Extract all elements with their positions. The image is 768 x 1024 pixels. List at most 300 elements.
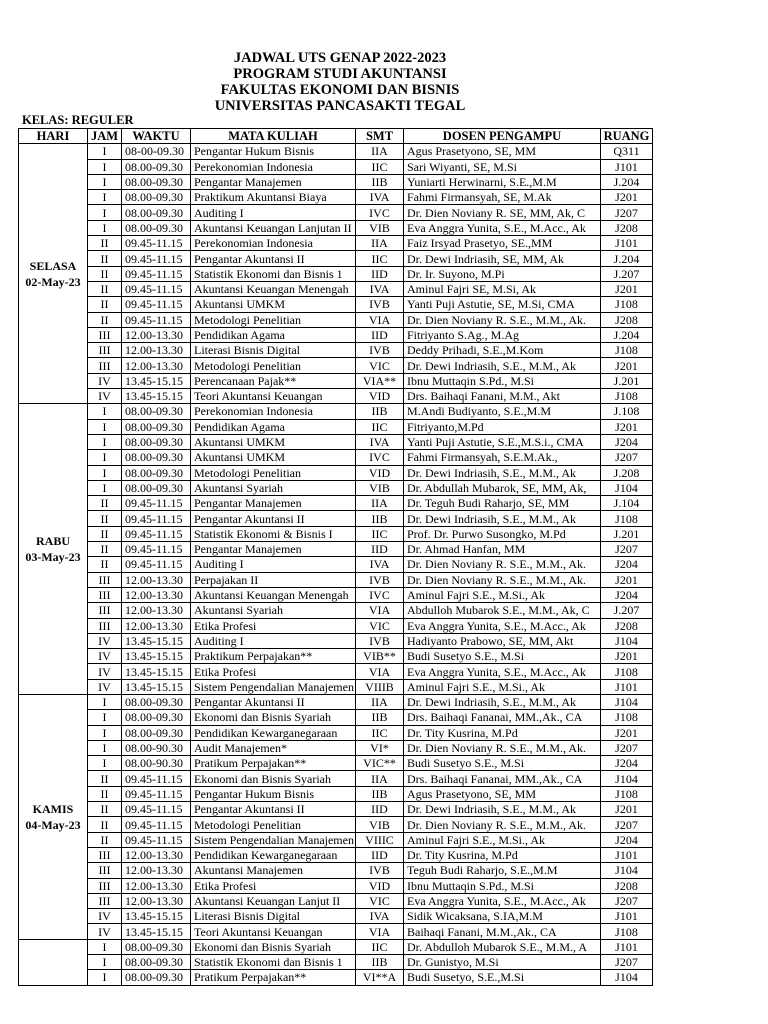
cell-jam: II	[88, 771, 122, 786]
cell-jam: I	[88, 419, 122, 434]
table-row	[19, 511, 653, 526]
cell-smt: IIB	[356, 404, 404, 419]
cell-jam: III	[88, 618, 122, 633]
cell-ruang: J.201	[601, 373, 653, 388]
cell-jam: I	[88, 144, 122, 159]
cell-smt: IVC	[356, 205, 404, 220]
cell-smt: VIIIC	[356, 832, 404, 847]
cell-waktu: 12.00-13.30	[122, 327, 191, 342]
cell-mata-kuliah: Akuntansi Keuangan Menengah	[191, 587, 356, 602]
cell-smt: VIA**	[356, 373, 404, 388]
cell-dosen: M.Andi Budiyanto, S.E.,M.M	[404, 404, 601, 419]
cell-ruang: J104	[601, 771, 653, 786]
cell-waktu: 13.45-15.15	[122, 924, 191, 939]
table-row	[19, 220, 653, 235]
cell-waktu: 09.45-11.15	[122, 542, 191, 557]
cell-ruang: J108	[601, 924, 653, 939]
cell-jam: I	[88, 404, 122, 419]
cell-dosen: Fitriyanto,M.Pd	[404, 419, 601, 434]
cell-dosen: Budi Susetyo S.E., M.Si	[404, 756, 601, 771]
cell-ruang: J201	[601, 572, 653, 587]
cell-mata-kuliah: Metodologi Penelitian	[191, 312, 356, 327]
table-row	[19, 878, 653, 893]
table-row	[19, 434, 653, 449]
cell-mata-kuliah: Perpajakan II	[191, 572, 356, 587]
table-row	[19, 771, 653, 786]
cell-dosen: Sari Wiyanti, SE, M.Si	[404, 159, 601, 174]
cell-jam: I	[88, 740, 122, 755]
cell-waktu: 08.00-09.30	[122, 434, 191, 449]
cell-dosen: Dr. Dewi Indriasih, S.E., M.M., Ak	[404, 694, 601, 709]
cell-mata-kuliah: Akuntansi Keuangan Menengah	[191, 281, 356, 296]
cell-ruang: J201	[601, 802, 653, 817]
cell-jam: II	[88, 496, 122, 511]
table-header-row	[19, 129, 653, 144]
cell-dosen: Dr. Gunistyo, M.Si	[404, 955, 601, 970]
cell-smt: IVA	[356, 281, 404, 296]
cell-ruang: J.201	[601, 526, 653, 541]
table-row	[19, 740, 653, 755]
cell-ruang: J207	[601, 955, 653, 970]
cell-jam: IV	[88, 373, 122, 388]
cell-dosen: Fitriyanto S.Ag., M.Ag	[404, 327, 601, 342]
cell-ruang: J108	[601, 343, 653, 358]
cell-jam: I	[88, 725, 122, 740]
table-row	[19, 327, 653, 342]
cell-mata-kuliah: Pengantar Akuntansi II	[191, 251, 356, 266]
cell-jam: I	[88, 190, 122, 205]
cell-jam: II	[88, 542, 122, 557]
table-row	[19, 847, 653, 862]
cell-dosen: Sidik Wicaksana, S.IA,M.M	[404, 909, 601, 924]
cell-waktu: 13.45-15.15	[122, 373, 191, 388]
cell-jam: IV	[88, 664, 122, 679]
cell-waktu: 08.00-09.30	[122, 159, 191, 174]
cell-waktu: 09.45-11.15	[122, 281, 191, 296]
day-cell	[19, 694, 88, 939]
table-row	[19, 893, 653, 908]
cell-jam: I	[88, 450, 122, 465]
table-row	[19, 159, 653, 174]
table-row	[19, 542, 653, 557]
cell-ruang: J101	[601, 236, 653, 251]
cell-jam: I	[88, 756, 122, 771]
cell-jam: III	[88, 343, 122, 358]
cell-mata-kuliah: Auditing I	[191, 557, 356, 572]
table-row	[19, 786, 653, 801]
cell-dosen: Aminul Fajri SE, M.Si, Ak	[404, 281, 601, 296]
cell-jam: IV	[88, 909, 122, 924]
table-row	[19, 496, 653, 511]
cell-dosen: Dr. Teguh Budi Raharjo, SE, MM	[404, 496, 601, 511]
cell-dosen: Dr. Ahmad Hanfan, MM	[404, 542, 601, 557]
cell-waktu: 13.45-15.15	[122, 664, 191, 679]
cell-ruang: J204	[601, 434, 653, 449]
cell-smt: IIB	[356, 174, 404, 189]
cell-smt: VID	[356, 389, 404, 404]
cell-ruang: J208	[601, 878, 653, 893]
cell-dosen: Agus Prasetyono, SE, MM	[404, 144, 601, 159]
cell-dosen: Baihaqi Fanani, M.M.,Ak., CA	[404, 924, 601, 939]
cell-waktu: 09.45-11.15	[122, 297, 191, 312]
day-date: 02-May-23	[25, 274, 81, 289]
cell-mata-kuliah: Pendidikan Agama	[191, 419, 356, 434]
cell-waktu: 09.45-11.15	[122, 266, 191, 281]
cell-smt: VIB	[356, 480, 404, 495]
table-row	[19, 174, 653, 189]
cell-dosen: Agus Prasetyono, SE, MM	[404, 786, 601, 801]
cell-ruang: J104	[601, 970, 653, 985]
cell-dosen: Faiz Irsyad Prasetyo, SE.,MM	[404, 236, 601, 251]
cell-dosen: Aminul Fajri S.E., M.Si., Ak	[404, 587, 601, 602]
cell-dosen: Eva Anggra Yunita, S.E., M.Acc., Ak	[404, 893, 601, 908]
cell-jam: III	[88, 893, 122, 908]
cell-waktu: 12.00-13.30	[122, 358, 191, 373]
cell-jam: I	[88, 465, 122, 480]
cell-smt: VIC	[356, 358, 404, 373]
schedule-table	[18, 128, 653, 986]
cell-mata-kuliah: Literasi Bisnis Digital	[191, 343, 356, 358]
cell-smt: IIB	[356, 710, 404, 725]
cell-jam: III	[88, 587, 122, 602]
cell-mata-kuliah: Akuntansi UMKM	[191, 297, 356, 312]
cell-waktu: 09.45-11.15	[122, 496, 191, 511]
table-row	[19, 817, 653, 832]
table-row	[19, 649, 653, 664]
cell-waktu: 08.00-09.30	[122, 480, 191, 495]
cell-mata-kuliah: Statistik Ekonomi dan Bisnis 1	[191, 266, 356, 281]
cell-ruang: J204	[601, 557, 653, 572]
cell-jam: III	[88, 847, 122, 862]
cell-jam: IV	[88, 679, 122, 694]
cell-mata-kuliah: Etika Profesi	[191, 878, 356, 893]
cell-smt: VIB	[356, 220, 404, 235]
table-row	[19, 802, 653, 817]
col-header-dosen: DOSEN PENGAMPU	[404, 129, 601, 144]
cell-jam: I	[88, 159, 122, 174]
cell-dosen: Budi Susetyo S.E., M.Si	[404, 649, 601, 664]
cell-mata-kuliah: Praktikum Akuntansi Biaya	[191, 190, 356, 205]
cell-ruang: J108	[601, 786, 653, 801]
cell-ruang: J101	[601, 159, 653, 174]
day-name: SELASA	[29, 258, 77, 273]
day-cell	[19, 144, 88, 404]
cell-smt: IIC	[356, 939, 404, 954]
cell-smt: VIA	[356, 312, 404, 327]
table-row	[19, 358, 653, 373]
table-row	[19, 587, 653, 602]
cell-smt: VIIIB	[356, 679, 404, 694]
cell-waktu: 08.00-90.30	[122, 756, 191, 771]
cell-jam: I	[88, 480, 122, 495]
cell-smt: VID	[356, 465, 404, 480]
cell-waktu: 13.45-15.15	[122, 649, 191, 664]
cell-dosen: Abdulloh Mubarok S.E., M.M., Ak, C	[404, 603, 601, 618]
cell-smt: VI**A	[356, 970, 404, 985]
cell-dosen: Eva Anggra Yunita, S.E., M.Acc., Ak	[404, 664, 601, 679]
cell-smt: VIA	[356, 664, 404, 679]
cell-waktu: 09.45-11.15	[122, 526, 191, 541]
cell-mata-kuliah: Pratikum Perpajakan**	[191, 970, 356, 985]
cell-dosen: Ibnu Muttaqin S.Pd., M.Si	[404, 878, 601, 893]
cell-mata-kuliah: Pengantar Akuntansi II	[191, 802, 356, 817]
cell-smt: IID	[356, 327, 404, 342]
cell-ruang: J.207	[601, 266, 653, 281]
cell-smt: VIA	[356, 603, 404, 618]
cell-smt: IID	[356, 266, 404, 281]
cell-jam: III	[88, 358, 122, 373]
cell-ruang: J108	[601, 511, 653, 526]
cell-waktu: 12.00-13.30	[122, 343, 191, 358]
cell-dosen: Fahmi Firmansyah, SE, M.Ak	[404, 190, 601, 205]
cell-jam: II	[88, 526, 122, 541]
cell-jam: IV	[88, 389, 122, 404]
cell-mata-kuliah: Sistem Pengendalian Manajemen	[191, 832, 356, 847]
table-row	[19, 970, 653, 985]
cell-dosen: Dr. Tity Kusrina, M.Pd	[404, 725, 601, 740]
cell-dosen: Dr. Dien Noviany R. S.E., M.M., Ak.	[404, 572, 601, 587]
table-row	[19, 955, 653, 970]
cell-jam: I	[88, 434, 122, 449]
cell-jam: I	[88, 939, 122, 954]
cell-ruang: J101	[601, 939, 653, 954]
cell-smt: IVB	[356, 297, 404, 312]
cell-smt: IIB	[356, 955, 404, 970]
cell-waktu: 13.45-15.15	[122, 909, 191, 924]
cell-smt: VIA	[356, 924, 404, 939]
table-row	[19, 863, 653, 878]
cell-mata-kuliah: Literasi Bisnis Digital	[191, 909, 356, 924]
cell-smt: IIA	[356, 236, 404, 251]
table-row	[19, 251, 653, 266]
cell-ruang: J207	[601, 450, 653, 465]
cell-ruang: J208	[601, 312, 653, 327]
cell-smt: IIC	[356, 725, 404, 740]
day-name: RABU	[35, 534, 70, 549]
cell-jam: I	[88, 970, 122, 985]
cell-ruang: J104	[601, 480, 653, 495]
cell-smt: IIC	[356, 419, 404, 434]
table-row	[19, 603, 653, 618]
cell-dosen: Budi Susetyo, S.E.,M.Si	[404, 970, 601, 985]
cell-smt: IVC	[356, 450, 404, 465]
cell-ruang: J104	[601, 694, 653, 709]
cell-dosen: Dr. Dien Noviany R. S.E., M.M., Ak.	[404, 740, 601, 755]
program-title: PROGRAM STUDI AKUNTANSI	[233, 66, 447, 82]
cell-waktu: 08.00-09.30	[122, 725, 191, 740]
cell-ruang: J208	[601, 220, 653, 235]
table-row	[19, 756, 653, 771]
cell-ruang: J208	[601, 618, 653, 633]
cell-mata-kuliah: Etika Profesi	[191, 664, 356, 679]
cell-dosen: Yanti Puji Astutie, SE, M.Si, CMA	[404, 297, 601, 312]
cell-waktu: 08.00-09.30	[122, 694, 191, 709]
cell-smt: VIB	[356, 817, 404, 832]
faculty-title: FAKULTAS EKONOMI DAN BISNIS	[220, 82, 460, 98]
cell-jam: I	[88, 710, 122, 725]
cell-jam: II	[88, 511, 122, 526]
cell-waktu: 12.00-13.30	[122, 572, 191, 587]
cell-jam: III	[88, 878, 122, 893]
cell-dosen: Drs. Baihaqi Fananai, MM.,Ak., CA	[404, 771, 601, 786]
cell-waktu: 08.00-09.30	[122, 404, 191, 419]
cell-jam: II	[88, 802, 122, 817]
cell-waktu: 09.45-11.15	[122, 511, 191, 526]
cell-waktu: 08-00-09.30	[122, 144, 191, 159]
cell-mata-kuliah: Akuntansi Keuangan Lanjut II	[191, 893, 356, 908]
table-row	[19, 710, 653, 725]
cell-mata-kuliah: Akuntansi Syariah	[191, 603, 356, 618]
cell-ruang: J.204	[601, 327, 653, 342]
cell-smt: IIA	[356, 771, 404, 786]
cell-waktu: 12.00-13.30	[122, 893, 191, 908]
cell-dosen: Dr. Abdullah Mubarok, SE, MM, Ak,	[404, 480, 601, 495]
table-row	[19, 664, 653, 679]
cell-waktu: 12.00-13.30	[122, 603, 191, 618]
cell-jam: I	[88, 174, 122, 189]
cell-waktu: 08.00-09.30	[122, 190, 191, 205]
cell-smt: IVC	[356, 587, 404, 602]
cell-mata-kuliah: Pengantar Akuntansi II	[191, 511, 356, 526]
cell-ruang: J101	[601, 679, 653, 694]
table-row	[19, 205, 653, 220]
table-row	[19, 236, 653, 251]
cell-jam: IV	[88, 649, 122, 664]
col-header-mata-kuliah: MATA KULIAH	[191, 129, 356, 144]
col-header-smt: SMT	[356, 129, 404, 144]
cell-mata-kuliah: Perekonomian Indonesia	[191, 159, 356, 174]
cell-jam: II	[88, 786, 122, 801]
cell-waktu: 12.00-13.30	[122, 863, 191, 878]
cell-mata-kuliah: Auditing I	[191, 205, 356, 220]
cell-smt: IVA	[356, 434, 404, 449]
cell-ruang: J201	[601, 725, 653, 740]
cell-dosen: Prof. Dr. Purwo Susongko, M.Pd	[404, 526, 601, 541]
table-row	[19, 389, 653, 404]
cell-smt: IID	[356, 542, 404, 557]
cell-jam: III	[88, 327, 122, 342]
cell-mata-kuliah: Audit Manajemen*	[191, 740, 356, 755]
cell-jam: II	[88, 251, 122, 266]
cell-dosen: Dr. Dewi Indriasih, S.E., M.M., Ak	[404, 465, 601, 480]
cell-mata-kuliah: Akuntansi Keuangan Lanjutan II	[191, 220, 356, 235]
cell-dosen: Dr. Dien Noviany R. S.E., M.M., Ak.	[404, 312, 601, 327]
table-row	[19, 281, 653, 296]
table-row	[19, 266, 653, 281]
cell-ruang: J.104	[601, 496, 653, 511]
cell-jam: II	[88, 281, 122, 296]
cell-smt: IIC	[356, 159, 404, 174]
cell-dosen: Dr. Tity Kusrina, M.Pd	[404, 847, 601, 862]
cell-waktu: 09.45-11.15	[122, 786, 191, 801]
cell-ruang: J201	[601, 281, 653, 296]
cell-smt: IVA	[356, 909, 404, 924]
cell-ruang: J108	[601, 710, 653, 725]
cell-jam: III	[88, 863, 122, 878]
cell-smt: IVB	[356, 572, 404, 587]
cell-ruang: J108	[601, 389, 653, 404]
cell-waktu: 08.00-09.30	[122, 465, 191, 480]
cell-mata-kuliah: Etika Profesi	[191, 618, 356, 633]
cell-ruang: J201	[601, 190, 653, 205]
cell-smt: VID	[356, 878, 404, 893]
cell-waktu: 08.00-09.30	[122, 220, 191, 235]
cell-dosen: Ibnu Muttaqin S.Pd., M.Si	[404, 373, 601, 388]
cell-ruang: J201	[601, 419, 653, 434]
cell-mata-kuliah: Pengantar Manajemen	[191, 542, 356, 557]
cell-ruang: J207	[601, 817, 653, 832]
table-row	[19, 633, 653, 648]
cell-mata-kuliah: Ekonomi dan Bisnis Syariah	[191, 771, 356, 786]
cell-smt: VIC	[356, 893, 404, 908]
table-row	[19, 465, 653, 480]
cell-ruang: J108	[601, 664, 653, 679]
cell-smt: IIC	[356, 251, 404, 266]
cell-ruang: J.108	[601, 404, 653, 419]
cell-dosen: Eva Anggra Yunita, S.E., M.Acc., Ak	[404, 220, 601, 235]
cell-dosen: Yuniarti Herwinarni, S.E.,M.M	[404, 174, 601, 189]
cell-mata-kuliah: Ekonomi dan Bisnis Syariah	[191, 939, 356, 954]
table-row	[19, 373, 653, 388]
table-row	[19, 343, 653, 358]
cell-waktu: 08.00-09.30	[122, 939, 191, 954]
table-row	[19, 725, 653, 740]
cell-mata-kuliah: Praktikum Perpajakan**	[191, 649, 356, 664]
table-row	[19, 297, 653, 312]
cell-dosen: Drs. Baihaqi Fanani, M.M., Akt	[404, 389, 601, 404]
cell-dosen: Dr. Dewi Indriasih, S.E., M.M., Ak	[404, 358, 601, 373]
cell-waktu: 09.45-11.15	[122, 802, 191, 817]
table-row	[19, 557, 653, 572]
cell-mata-kuliah: Pengantar Akuntansi II	[191, 694, 356, 709]
cell-mata-kuliah: Auditing I	[191, 633, 356, 648]
cell-ruang: J204	[601, 756, 653, 771]
cell-ruang: J207	[601, 893, 653, 908]
cell-dosen: Dr. Dien Noviany R. S.E., M.M., Ak.	[404, 557, 601, 572]
table-row	[19, 924, 653, 939]
col-header-hari: HARI	[19, 129, 88, 144]
cell-mata-kuliah: Ekonomi dan Bisnis Syariah	[191, 710, 356, 725]
cell-mata-kuliah: Pengantar Manajemen	[191, 174, 356, 189]
cell-dosen: Drs. Baihaqi Fananai, MM.,Ak., CA	[404, 710, 601, 725]
cell-waktu: 08.00-09.30	[122, 955, 191, 970]
cell-jam: IV	[88, 924, 122, 939]
cell-waktu: 09.45-11.15	[122, 251, 191, 266]
cell-ruang: J204	[601, 832, 653, 847]
class-label: KELAS: REGULER	[22, 113, 134, 127]
cell-ruang: J104	[601, 633, 653, 648]
cell-mata-kuliah: Sistem Pengendalian Manajemen	[191, 679, 356, 694]
cell-jam: II	[88, 312, 122, 327]
cell-smt: IIB	[356, 511, 404, 526]
cell-waktu: 13.45-15.15	[122, 389, 191, 404]
cell-waktu: 09.45-11.15	[122, 771, 191, 786]
cell-dosen: Dr. Abdulloh Mubarok S.E., M.M., A	[404, 939, 601, 954]
cell-mata-kuliah: Metodologi Penelitian	[191, 817, 356, 832]
cell-dosen: Deddy Prihadi, S.E.,M.Kom	[404, 343, 601, 358]
table-row	[19, 144, 653, 159]
table-row	[19, 939, 653, 954]
cell-mata-kuliah: Metodologi Penelitian	[191, 465, 356, 480]
cell-ruang: J108	[601, 297, 653, 312]
table-row	[19, 419, 653, 434]
cell-jam: IV	[88, 633, 122, 648]
university-title: UNIVERSITAS PANCASAKTI TEGAL	[214, 98, 466, 114]
cell-jam: I	[88, 955, 122, 970]
cell-ruang: J207	[601, 542, 653, 557]
cell-mata-kuliah: Pengantar Manajemen	[191, 496, 356, 511]
cell-ruang: J204	[601, 587, 653, 602]
